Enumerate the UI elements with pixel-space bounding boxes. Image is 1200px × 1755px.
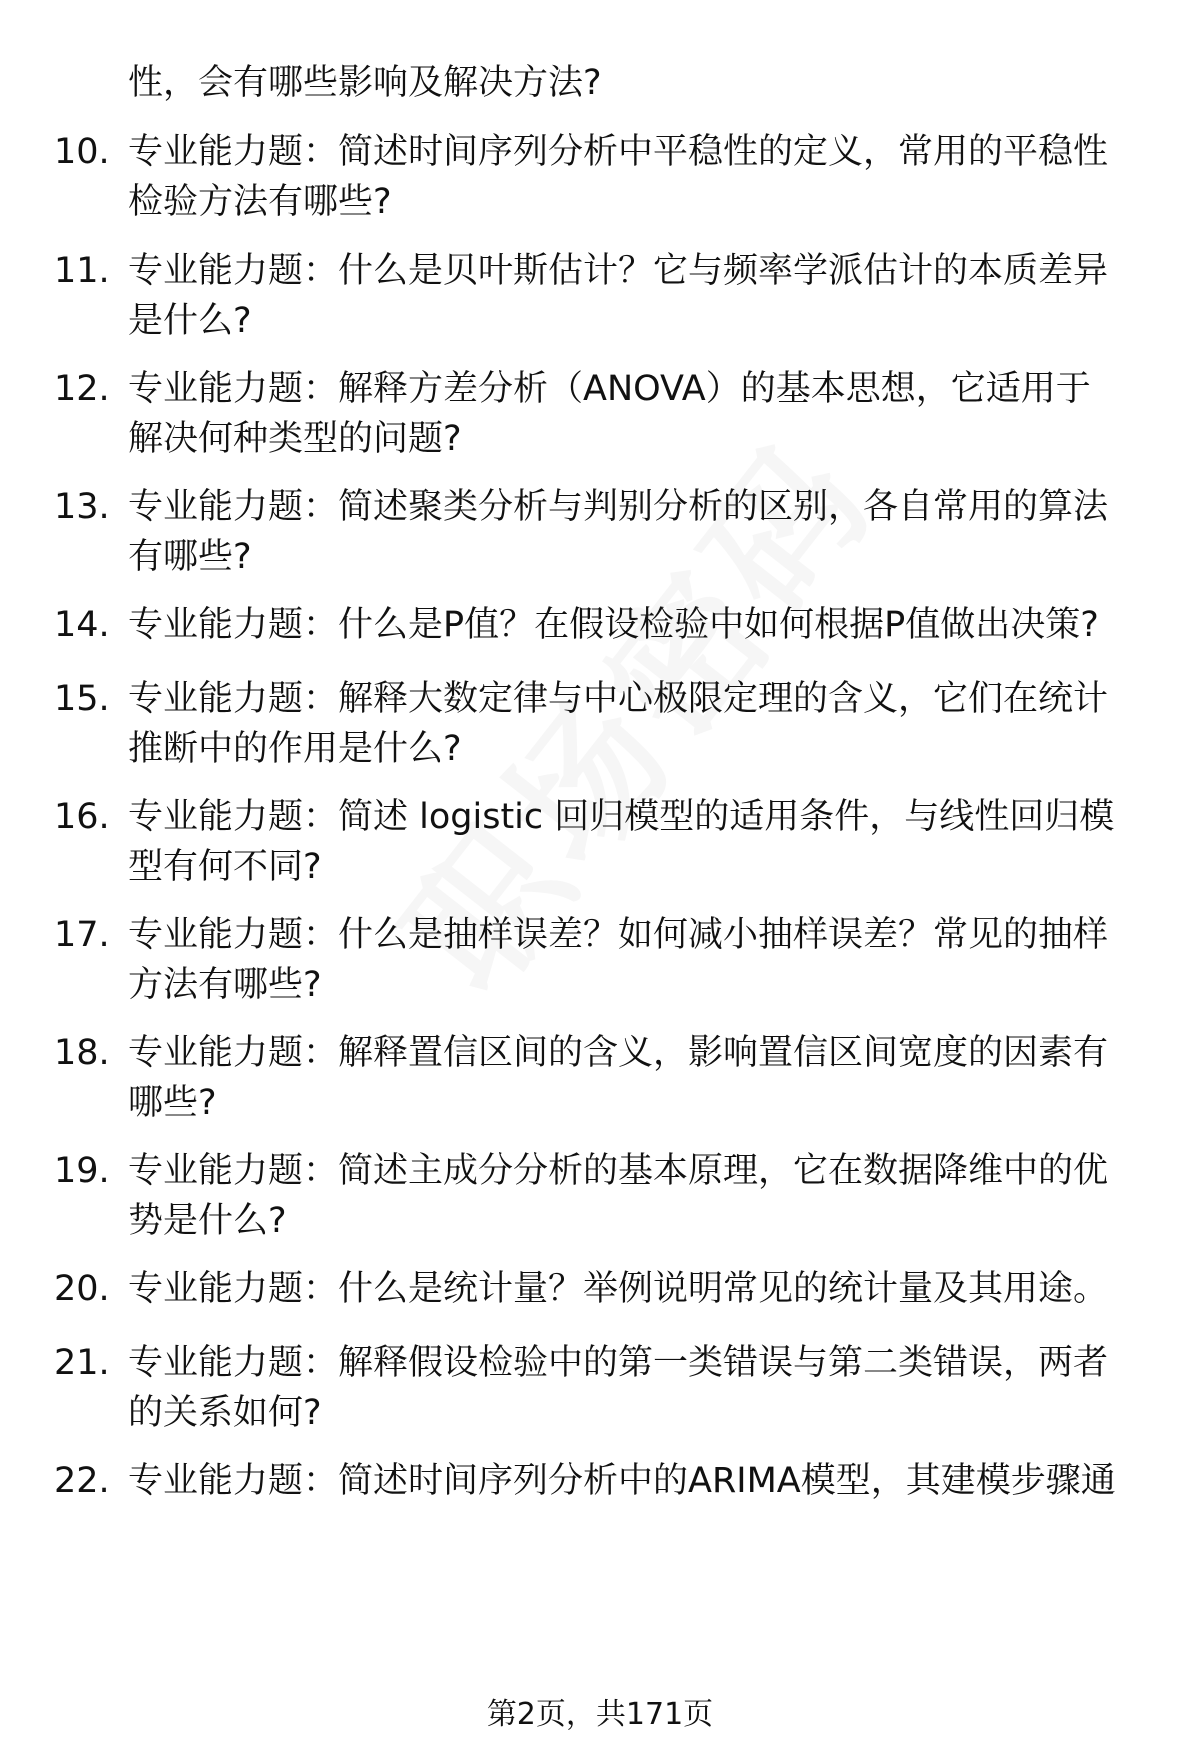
item-text — [128, 364, 1148, 464]
item-text-line: 专业能力题：简述 logistic 回归模型的适用条件，与线性回归模 — [128, 797, 1115, 837]
item-text — [128, 792, 1148, 892]
item-number: 12. — [54, 369, 110, 409]
item-text-line: 推断中的作用是什么? — [128, 729, 462, 769]
item-text — [128, 674, 1148, 774]
item-text — [128, 1338, 1148, 1438]
item-text-line: 是什么? — [128, 301, 252, 341]
item-text-line: 专业能力题：什么是抽样误差？如何减小抽样误差？常见的抽样 — [128, 915, 1109, 955]
item-number: 15. — [54, 679, 110, 719]
item-text-line: 专业能力题：解释大数定律与中心极限定理的含义，它们在统计 — [128, 679, 1109, 719]
item-text-line: 的关系如何? — [128, 1393, 322, 1433]
item-number: 11. — [54, 251, 110, 291]
item-text — [128, 1264, 1148, 1314]
item-text-line: 专业能力题：简述主成分分析的基本原理，它在数据降维中的优 — [128, 1151, 1109, 1191]
item-text — [128, 1456, 1148, 1506]
item-text-line: 专业能力题：什么是统计量？举例说明常见的统计量及其用途。 — [128, 1269, 1109, 1309]
item-number: 16. — [54, 797, 110, 837]
item-text — [128, 1028, 1148, 1128]
item-text-line: 专业能力题：解释置信区间的含义，影响置信区间宽度的因素有 — [128, 1033, 1109, 1073]
page-footer: 第2页，共171页 — [486, 1697, 714, 1732]
item-text-line: 专业能力题：简述聚类分析与判别分析的区别，各自常用的算法 — [128, 487, 1109, 527]
item-number: 22. — [54, 1461, 110, 1501]
item-text-line: 型有何不同? — [128, 847, 322, 887]
item-number: 17. — [54, 915, 110, 955]
continuation-line: 性，会有哪些影响及解决方法? — [128, 63, 602, 103]
item-text-line: 解决何种类型的问题? — [128, 419, 462, 459]
item-text-line: 专业能力题：什么是贝叶斯估计？它与频率学派估计的本质差异 — [128, 251, 1109, 291]
item-text-line: 专业能力题：简述时间序列分析中的ARIMA模型，其建模步骤通 — [128, 1461, 1116, 1501]
item-text-line: 专业能力题：解释假设检验中的第一类错误与第二类错误，两者 — [128, 1343, 1109, 1383]
item-number: 18. — [54, 1033, 110, 1073]
item-text-line: 专业能力题：解释方差分析（ANOVA）的基本思想，它适用于 — [128, 369, 1091, 409]
item-number: 13. — [54, 487, 110, 527]
item-text — [128, 482, 1148, 582]
item-number: 19. — [54, 1151, 110, 1191]
item-text — [128, 600, 1148, 650]
item-text-line: 方法有哪些? — [128, 965, 322, 1005]
item-number: 20. — [54, 1269, 110, 1309]
item-text-line: 有哪些? — [128, 537, 252, 577]
item-number: 14. — [54, 605, 110, 645]
item-text-line: 专业能力题：简述时间序列分析中平稳性的定义，常用的平稳性 — [128, 132, 1109, 172]
item-text-line: 势是什么? — [128, 1201, 287, 1241]
item-text-line: 专业能力题：什么是P值？在假设检验中如何根据P值做出决策? — [128, 605, 1099, 645]
item-text — [128, 1146, 1148, 1246]
item-number: 10. — [54, 132, 110, 172]
item-text — [128, 910, 1148, 1010]
item-number: 21. — [54, 1343, 110, 1383]
item-text — [128, 246, 1148, 346]
item-text — [128, 127, 1148, 227]
item-text-line: 哪些? — [128, 1083, 217, 1123]
item-text-line: 检验方法有哪些? — [128, 182, 392, 222]
